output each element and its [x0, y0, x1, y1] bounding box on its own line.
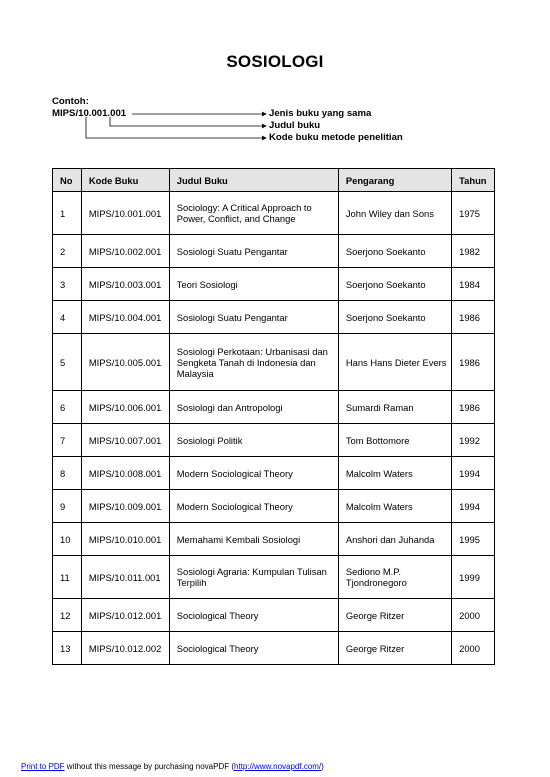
cell-author: Malcolm Waters: [338, 490, 451, 523]
cell-author: Soerjono Soekanto: [338, 268, 451, 301]
header-code: Kode Buku: [81, 169, 169, 192]
cell-code: MIPS/10.005.001: [81, 334, 169, 391]
cell-author: Tom Bottomore: [338, 424, 451, 457]
cell-author: John Wiley dan Sons: [338, 192, 451, 235]
cell-title: Modern Sociological Theory: [169, 457, 338, 490]
cell-author: Hans Hans Dieter Evers: [338, 334, 451, 391]
cell-code: MIPS/10.009.001: [81, 490, 169, 523]
cell-no: 13: [53, 632, 82, 665]
cell-title: Sosiologi Politik: [169, 424, 338, 457]
table-header-row: [53, 169, 495, 192]
cell-code: MIPS/10.012.002: [81, 632, 169, 665]
cell-year: 1994: [452, 490, 495, 523]
legend-label-method: Kode buku metode penelitian: [269, 132, 403, 143]
cell-author: Malcolm Waters: [338, 457, 451, 490]
cell-year: 1982: [452, 235, 495, 268]
page-title: SOSIOLOGI: [226, 52, 324, 71]
cell-author: Sumardi Raman: [338, 391, 451, 424]
cell-title: Sosiologi Agraria: Kumpulan Tulisan Terpilih: [169, 556, 338, 599]
cell-no: 10: [53, 523, 82, 556]
header-author: Pengarang: [338, 169, 451, 192]
book-table: [52, 168, 495, 665]
header-no: No: [53, 169, 82, 192]
cell-year: 1999: [452, 556, 495, 599]
cell-title: Teori Sosiologi: [169, 268, 338, 301]
cell-code: MIPS/10.004.001: [81, 301, 169, 334]
table-row: [53, 523, 495, 556]
cell-title: Sosiologi Perkotaan: Urbanisasi dan Sengketa Tanah di Indonesia dan Malaysia: [169, 334, 338, 391]
cell-code: MIPS/10.012.001: [81, 599, 169, 632]
cell-author: Anshori dan Juhanda: [338, 523, 451, 556]
cell-author: George Ritzer: [338, 632, 451, 665]
table-row: [53, 391, 495, 424]
cell-no: 2: [53, 235, 82, 268]
cell-author: George Ritzer: [338, 599, 451, 632]
cell-code: MIPS/10.010.001: [81, 523, 169, 556]
legend-label-type: Jenis buku yang sama: [269, 108, 372, 119]
header-year: Tahun: [452, 169, 495, 192]
cell-year: 1975: [452, 192, 495, 235]
arrow-method: [86, 117, 266, 138]
table-row: [53, 424, 495, 457]
cell-year: 1994: [452, 457, 495, 490]
cell-no: 8: [53, 457, 82, 490]
cell-title: Sosiologi dan Antropologi: [169, 391, 338, 424]
cell-no: 3: [53, 268, 82, 301]
footer-message: [21, 762, 324, 771]
cell-title: Sociology: A Critical Approach to Power, Conflict, and Change: [169, 192, 338, 235]
cell-author: Soerjono Soekanto: [338, 301, 451, 334]
cell-author: Soerjono Soekanto: [338, 235, 451, 268]
cell-no: 12: [53, 599, 82, 632]
cell-year: 1986: [452, 334, 495, 391]
table-row: [53, 192, 495, 235]
table-row: [53, 490, 495, 523]
cell-year: 1986: [452, 391, 495, 424]
cell-year: 2000: [452, 599, 495, 632]
table-row: [53, 632, 495, 665]
table-row: [53, 556, 495, 599]
cell-title: Sociological Theory: [169, 599, 338, 632]
cell-no: 11: [53, 556, 82, 599]
cell-title: Sosiologi Suatu Pengantar: [169, 301, 338, 334]
cell-code: MIPS/10.003.001: [81, 268, 169, 301]
cell-title: Sosiologi Suatu Pengantar: [169, 235, 338, 268]
novapdf-link[interactable]: http://www.novapdf.com/: [234, 762, 322, 771]
cell-title: Sociological Theory: [169, 632, 338, 665]
footer-text: without this message by purchasing novaPDF (: [64, 762, 234, 771]
legend-heading: Contoh:: [52, 96, 89, 107]
legend-arrows: [0, 0, 550, 160]
cell-no: 9: [53, 490, 82, 523]
table-row: [53, 301, 495, 334]
cell-no: 5: [53, 334, 82, 391]
arrow-title: [110, 117, 266, 126]
cell-no: 4: [53, 301, 82, 334]
header-title: Judul Buku: [169, 169, 338, 192]
cell-year: 1986: [452, 301, 495, 334]
cell-no: 1: [53, 192, 82, 235]
legend-label-title: Judul buku: [269, 120, 321, 131]
cell-code: MIPS/10.007.001: [81, 424, 169, 457]
footer-end: ): [321, 762, 324, 771]
cell-code: MIPS/10.001.001: [81, 192, 169, 235]
table-row: [53, 334, 495, 391]
cell-code: MIPS/10.002.001: [81, 235, 169, 268]
table-row: [53, 457, 495, 490]
cell-no: 6: [53, 391, 82, 424]
cell-title: Modern Sociological Theory: [169, 490, 338, 523]
cell-code: MIPS/10.011.001: [81, 556, 169, 599]
cell-year: 1992: [452, 424, 495, 457]
table-row: [53, 599, 495, 632]
cell-title: Memahami Kembali Sosiologi: [169, 523, 338, 556]
cell-author: Sediono M.P. Tjondronegoro: [338, 556, 451, 599]
cell-year: 2000: [452, 632, 495, 665]
cell-year: 1995: [452, 523, 495, 556]
cell-code: MIPS/10.006.001: [81, 391, 169, 424]
cell-year: 1984: [452, 268, 495, 301]
legend-code: MIPS/10.001.001: [52, 108, 127, 119]
print-to-pdf-link[interactable]: Print to PDF: [21, 762, 65, 771]
table-row: [53, 235, 495, 268]
cell-code: MIPS/10.008.001: [81, 457, 169, 490]
table-row: [53, 268, 495, 301]
cell-no: 7: [53, 424, 82, 457]
